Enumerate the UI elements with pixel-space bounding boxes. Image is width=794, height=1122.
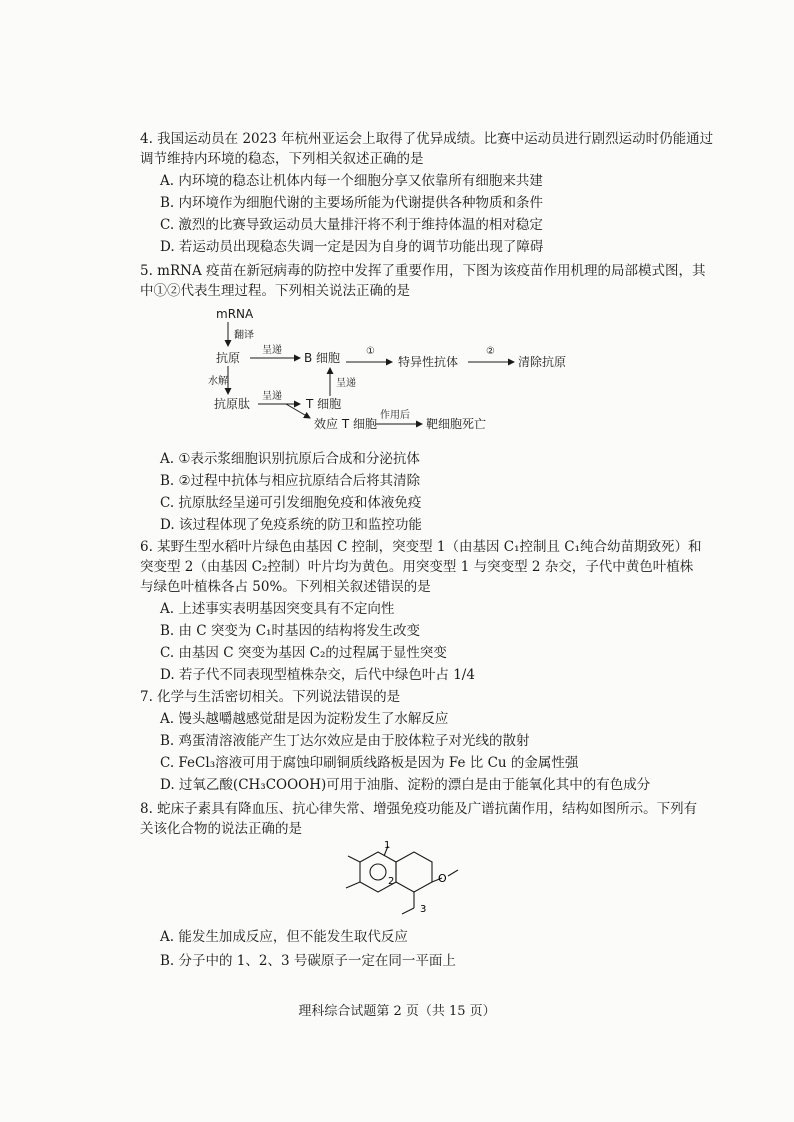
diagram-hydrolysis: 水解 [208,376,228,387]
q7-option-b: B. 鸡蛋清溶液能产生丁达尔效应是由于胶体粒子对光线的散射 [160,733,530,749]
q4-stem-line2: 调节维持内环境的稳态，下列相关叙述正确的是 [140,151,424,167]
osthole-structure-diagram [330,838,460,918]
q5-option-b: B. ②过程中抗体与相应抗原结合后将其清除 [160,473,421,489]
diagram-present-3: 呈递 [336,378,356,389]
diagram-present-1: 呈递 [262,345,282,356]
q7-option-a: A. 馒头越嚼越感觉甜是因为淀粉发生了水解反应 [160,711,449,727]
label-2: 2 [388,876,395,887]
q4-option-b: B. 内环境作为细胞代谢的主要场所能为代谢提供各种物质和条件 [160,195,544,211]
q6-stem-line2: 突变型 2（由基因 C₂控制）叶片均为黄色。用突变型 1 与突变型 2 杂交，子代中黄色叶植株 [140,559,694,575]
bond-a [348,856,360,862]
diagram-step-2: ② [486,346,495,357]
diagram-antibody: 特异性抗体 [398,355,459,369]
oxygen-label: O [438,872,447,885]
diagram-acts: 作用后 [380,410,410,421]
q6-stem-line3: 与绿色叶植株各占 50%。下列相关叙述错误的是 [140,579,431,595]
diagram-translate: 翻译 [234,330,254,341]
q6-option-b: B. 由 C 突变为 C₁时基因的结构将发生改变 [160,623,420,639]
q8-stem-line1: 8. 蛇床子素具有降血压、抗心律失常、增强免疫功能及广谱抗菌作用，结构如图所示。下列有 [140,801,698,817]
diagram-tcell: T 细胞 [306,397,342,411]
diagram-effector: 效应 T 细胞 [314,417,377,431]
q6-option-c: C. 由基因 C 突变为基因 C₂的过程属于显性突变 [160,645,447,661]
q5-option-c: C. 抗原肽经呈递可引发细胞免疫和体液免疫 [160,495,422,511]
q7-option-d: D. 过氧乙酸(CH₃COOOH)可用于油脂、淀粉的漂白是由于能氧化其中的有色成分 [160,777,651,793]
diagram-mrna: mRNA [216,307,254,321]
ring-right [396,852,432,892]
q4-stem-line1: 4. 我国运动员在 2023 年杭州亚运会上取得了优异成绩。比赛中运动员进行剧烈运动时仍能通过 [140,131,714,147]
q5-stem-line1: 5. mRNA 疫苗在新冠病毒的防控中发挥了重要作用，下图为该疫苗作用机理的局部模式图，其 [140,263,706,279]
q8-option-a: A. 能发生加成反应，但不能发生取代反应 [160,929,408,945]
page-footer: 理科综合试题第 2 页（共 15 页） [298,1004,496,1019]
q5-option-d: D. 该过程体现了免疫系统的防卫和监控功能 [160,517,422,533]
diagram-antigen: 抗原 [216,351,241,365]
label-1: 1 [384,840,391,851]
q6-option-a: A. 上述事实表明基因突变具有不定向性 [160,601,395,617]
diagram-step-1: ① [366,346,375,357]
q7-stem: 7. 化学与生活密切相关。下列说法错误的是 [140,689,401,705]
q8-option-b: B. 分子中的 1、2、3 号碳原子一定在同一平面上 [160,953,456,969]
q8-stem-line2: 关该化合物的说法正确的是 [140,821,302,837]
diagram-bcell: B 细胞 [304,351,341,365]
diagram-present-2: 呈递 [262,391,282,402]
q4-option-c: C. 激烈的比赛导致运动员大量排汗将不利于维持体温的相对稳定 [160,217,543,233]
bond-b [346,882,360,888]
bond-d [402,908,414,914]
vaccine-mechanism-diagram [200,304,600,434]
q4-option-a: A. 内环境的稳态让机体内每一个细胞分享又依靠所有细胞来共建 [160,173,543,189]
label-3: 3 [420,904,427,915]
q5-option-a: A. ①表示浆细胞识别抗原后合成和分泌抗体 [160,451,420,467]
q5-stem-line2: 中①②代表生理过程。下列相关说法正确的是 [140,283,410,299]
aromatic-circle [370,864,386,880]
q7-option-c: C. FeCl₃溶液可用于腐蚀印刷铜质线路板是因为 Fe 比 Cu 的金属性强 [160,755,579,771]
q6-option-d: D. 若子代不同表现型植株杂交，后代中绿色叶占 1/4 [160,667,475,683]
diagram-death: 靶细胞死亡 [426,417,487,431]
q4-option-d: D. 若运动员出现稳态失调一定是因为自身的调节功能出现了障碍 [160,239,544,255]
bond-me [448,870,458,876]
diagram-clear: 清除抗原 [518,355,567,369]
diagram-peptide: 抗原肽 [214,397,251,411]
q6-stem-line1: 6. 某野生型水稻叶片绿色由基因 C 控制，突变型 1（由基因 C₁控制且 C₁纯合幼苗期致死）和 [140,539,702,555]
